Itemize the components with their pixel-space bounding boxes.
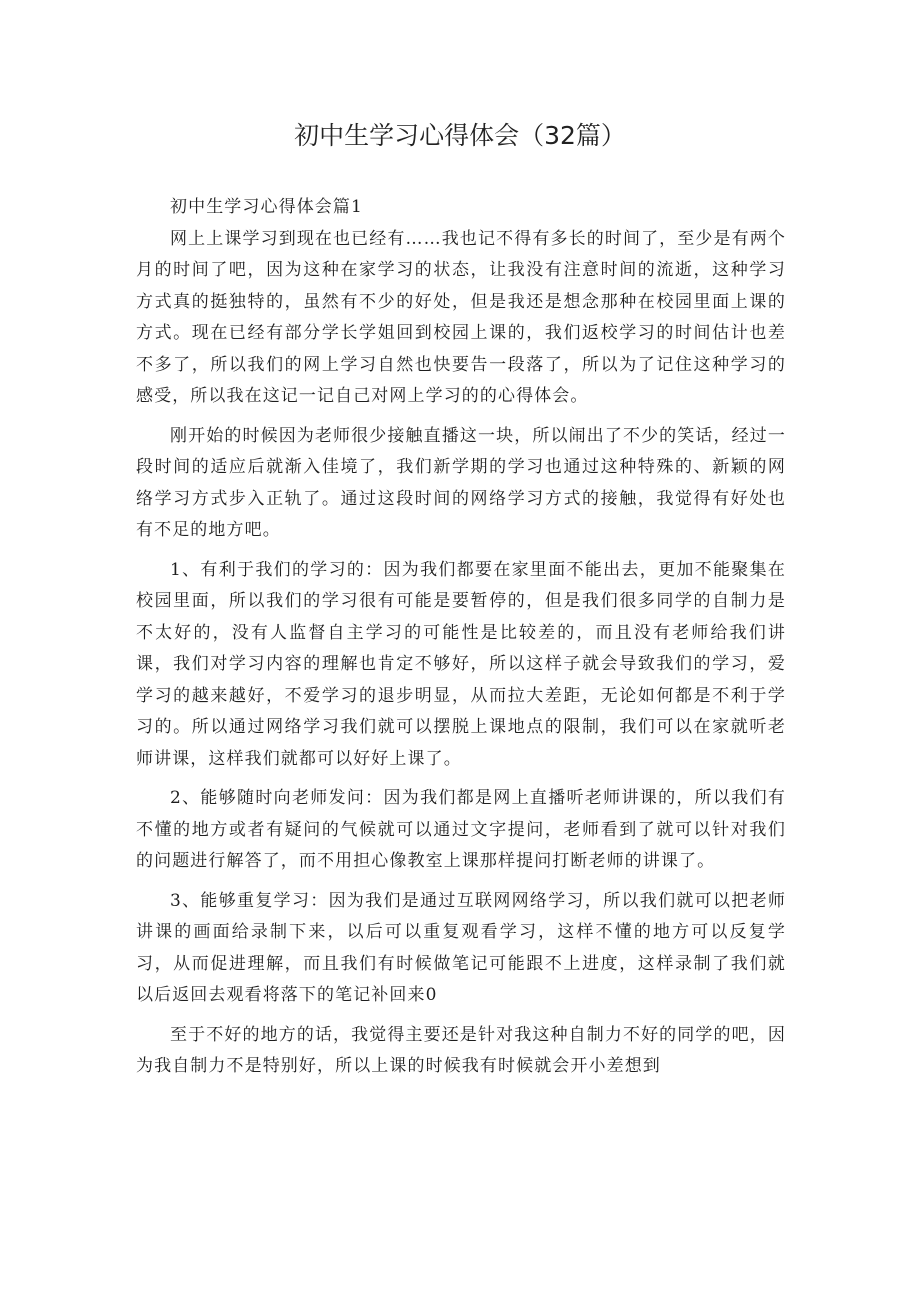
- document-title: 初中生学习心得体会（32篇）: [294, 121, 626, 150]
- paragraph-drawbacks: 至于不好的地方的话，我觉得主要还是针对我这种自制力不好的同学的吧，因为我自制力不是特别好，所以上课的时候我有时候就会开小差想到: [136, 1024, 786, 1076]
- paragraph-point-3: 3、能够重复学习：因为我们是通过互联网网络学习，所以我们就可以把老师讲课的画面给录制下来，以后可以重复观看学习，这样不懂的地方可以反复学习，从而促进理解，而且我们有时候做笔记可能跟不上进度，这样录制了我们就以后返回去观看将落下的笔记补回来0: [136, 890, 786, 1005]
- paragraph-beginning: 刚开始的时候因为老师很少接触直播这一块，所以闹出了不少的笑话，经过一段时间的适应后就渐入佳境了，我们新学期的学习也通过这种特殊的、新颖的网络学习方式步入正轨了。通过这段时间的网络学习方式的接触，我觉得有好处也有不足的地方吧。: [136, 425, 786, 540]
- paragraph-intro: 网上上课学习到现在也已经有……我也记不得有多长的时间了，至少是有两个月的时间了吧，因为这种在家学习的状态，让我没有注意时间的流逝，这种学习方式真的挺独特的，虽然有不少的好处，但是我还是想念那种在校园里面上课的方式。现在已经有部分学长学姐回到校园上课的，我们返校学习的时间估计也差不多了，所以我们的网上学习自然也快要告一段落了，所以为了记住这种学习的感受，所以我在这记一记自己对网上学习的的心得体会。: [136, 228, 786, 406]
- paragraph-point-1: 1、有利于我们的学习的：因为我们都要在家里面不能出去，更加不能聚集在校园里面，所以我们的学习很有可能是要暂停的，但是我们很多同学的自制力是不太好的，没有人监督自主学习的可能性是比较差的，而且没有老师给我们讲课，我们对学习内容的理解也肯定不够好，所以这样子就会导致我们的学习，爱学习的越来越好，不爱学习的退步明显，从而拉大差距，无论如何都是不利于学习的。所以通过网络学习我们就可以摆脱上课地点的限制，我们可以在家就听老师讲课，这样我们就都可以好好上课了。: [136, 559, 786, 769]
- paragraph-point-2: 2、能够随时向老师发问：因为我们都是网上直播听老师讲课的，所以我们有不懂的地方或者有疑问的气候就可以通过文字提问，老师看到了就可以针对我们的问题进行解答了，而不用担心像教室上课那样提问打断老师的讲课了。: [136, 788, 786, 871]
- document-body: [136, 192, 786, 1083]
- section-heading: 初中生学习心得体会篇1: [170, 197, 363, 217]
